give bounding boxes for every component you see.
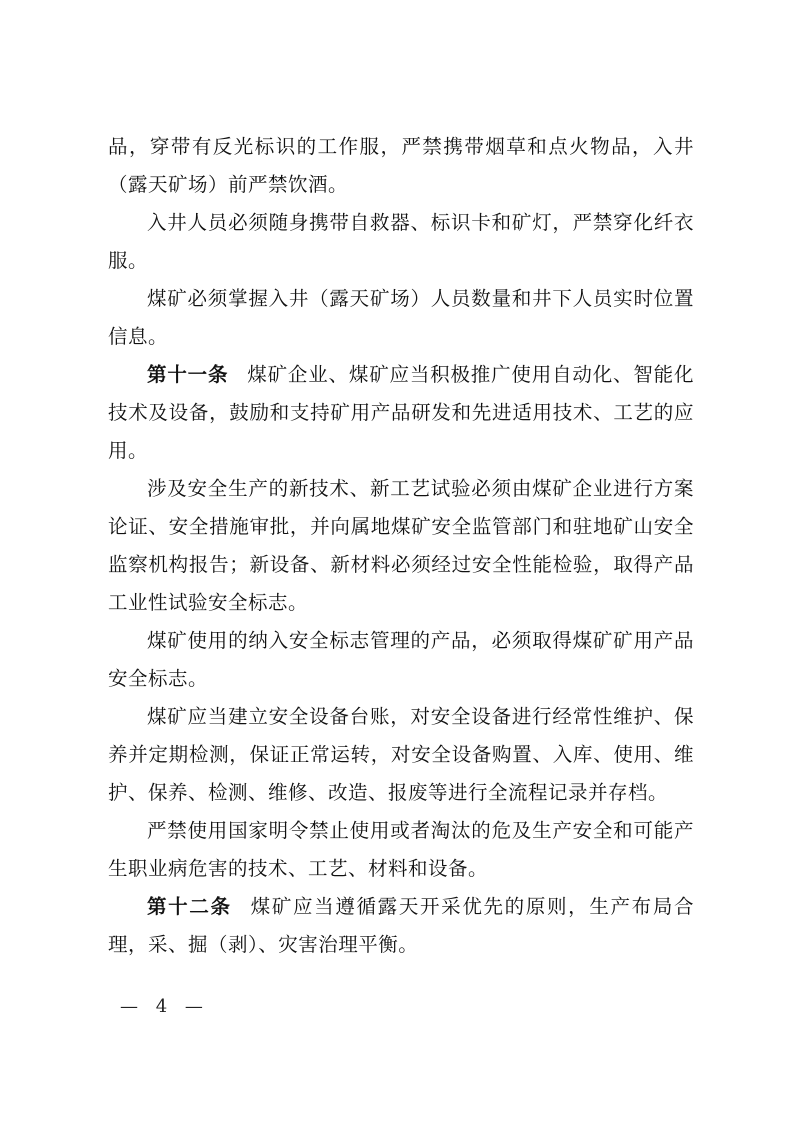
article-number: 第十二条 [147, 895, 232, 918]
article-number: 第十一条 [147, 363, 229, 386]
article-paragraph: 第十一条 煤矿企业、煤矿应当积极推广使用自动化、智能化技术及设备，鼓励和支持矿用产品研发和先进适用技术、工艺的应用。 [108, 363, 694, 462]
paragraph: 涉及安全生产的新技术、新工艺试验必须由煤矿企业进行方案论证、安全措施审批，并向属地煤矿安全监管部门和驻地矿山安全监察机构报告；新设备、新材料必须经过安全性能检验，取得产品工业性试验安全标志。 [108, 477, 694, 614]
paragraph: 煤矿使用的纳入安全标志管理的产品，必须取得煤矿矿用产品安全标志。 [108, 629, 694, 690]
page-number: — 4 — [120, 996, 209, 1017]
paragraph: 严禁使用国家明令禁止使用或者淘汰的危及生产安全和可能产生职业病危害的技术、工艺、材料和设备。 [108, 819, 694, 880]
paragraph: 煤矿应当建立安全设备台账，对安全设备进行经常性维护、保养并定期检测，保证正常运转，对安全设备购置、入库、使用、维护、保养、检测、维修、改造、报废等进行全流程记录并存档。 [108, 705, 694, 804]
article-paragraph: 第十二条 煤矿应当遵循露天开采优先的原则，生产布局合理，采、掘（剥）、灾害治理平衡。 [108, 895, 694, 956]
document-page [108, 128, 694, 964]
paragraph: 入井人员必须随身携带自救器、标识卡和矿灯，严禁穿化纤衣服。 [108, 211, 694, 272]
paragraph-continuation: 品，穿带有反光标识的工作服，严禁携带烟草和点火物品，入井（露天矿场）前严禁饮酒。 [108, 135, 694, 196]
paragraph: 煤矿必须掌握入井（露天矿场）人员数量和井下人员实时位置信息。 [108, 287, 694, 348]
